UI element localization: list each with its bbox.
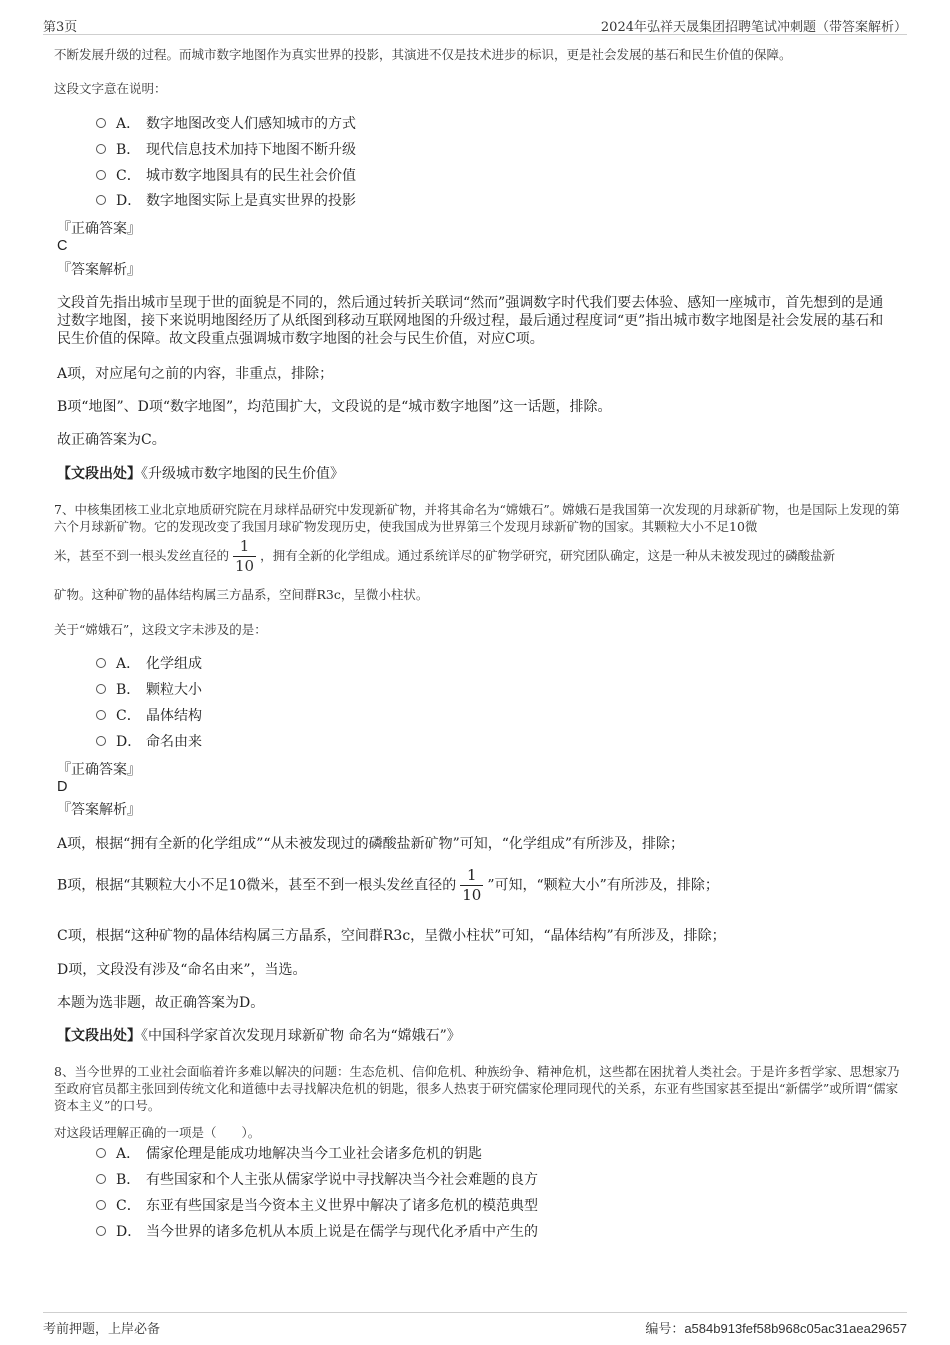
page-header [43,14,907,35]
q6-analysis-2: A项，对应尾句之前的内容，非重点，排除； [57,366,334,382]
q7-answer: D [57,779,68,795]
q8-stem: 8、当今世界的工业社会面临着许多难以解决的问题：生态危机、信仰危机、种族纷争、精神危机，这些都在困扰着人类社会。于是许多哲学家、思想家乃至政府官员都主张回到传统文化和道德中去寻找解决危机的钥匙，很多人热衷于研究儒家伦理同现代的关系，东亚有些国家甚至提出“新儒学”或所谓“儒家资本主义”的口号。 [54,1064,900,1113]
q7-correct-answer-label: 『正确答案』 [57,762,141,778]
radio-icon[interactable] [96,1226,106,1236]
radio-icon[interactable] [96,1174,106,1184]
q8-option-a[interactable]: A． 儒家伦理是能成功地解决当今工业社会诸多危机的钥匙 [96,1145,482,1163]
document-code: 编号：a584b913fef58b968c05ac31aea29657 [645,1321,907,1337]
page-number: 第3页 [43,20,78,35]
document-title: 2024年弘祥天晟集团招聘笔试冲刺题（带答案解析） [600,20,907,35]
radio-icon[interactable] [96,710,106,720]
q7-analysis-c: C项，根据“这种矿物的晶体结构属三方晶系，空间群R3c，呈微小柱状”可知，“晶体结构”有所涉及，排除； [57,928,726,944]
q7-option-d[interactable]: D． 命名由来 [96,733,202,751]
q6-option-d[interactable]: D． 数字地图实际上是真实世界的投影 [96,192,356,210]
q7-analysis-b: B项，根据“其颗粒大小不足10微米，甚至不到一根头发丝直径的 $\frac{1}{10}$ ”可知，“颗粒大小”有所涉及，排除； [57,866,719,904]
q6-source: 【文段出处】《升级城市数字地图的民生价值》 [57,466,344,482]
q7-analysis-d: D项，文段没有涉及“命名由来”，当选。 [57,962,307,978]
radio-icon[interactable] [96,170,106,180]
fraction-one-tenth: $\frac{1}{10}$ [462,866,482,904]
q6-question: 这段文字意在说明： [54,81,167,96]
q7-option-b[interactable]: B． 颗粒大小 [96,681,202,699]
page-footer [43,1312,907,1337]
radio-icon[interactable] [96,144,106,154]
q6-option-c[interactable]: C． 城市数字地图具有的民生社会价值 [96,167,356,185]
radio-icon[interactable] [96,736,106,746]
q8-question: 对这段话理解正确的一项是（ ）。 [54,1125,261,1140]
footer-slogan: 考前押题，上岸必备 [43,1322,161,1337]
q7-option-a[interactable]: A． 化学组成 [96,655,202,673]
q6-option-b[interactable]: B． 现代信息技术加持下地图不断升级 [96,141,356,159]
fraction-one-tenth: $\frac{1}{10}$ [235,537,255,575]
q6-analysis-1: 文段首先指出城市呈现于世的面貌是不同的，然后通过转折关联词“然而”强调数字时代我们要去体验、感知一座城市，首先想到的是通过数字地图，接下来说明地图经历了从纸图到移动互联网地图的升级过程，最后通过程度词“更”指出城市数字地图是社会发展的基石和民生价值的保障。故文段重点强调城市数字地图的社会与民生价值，对应C项。 [57,295,884,347]
q7-stem-3: 矿物。这种矿物的晶体结构属三方晶系，空间群R3c，呈微小柱状。 [54,587,429,602]
q8-option-c[interactable]: C． 东亚有些国家是当今资本主义世界中解决了诸多危机的模范典型 [96,1197,538,1215]
q6-answer: C [57,238,68,254]
q7-option-c[interactable]: C． 晶体结构 [96,707,202,725]
q8-option-b[interactable]: B． 有些国家和个人主张从儒家学说中寻找解决当今社会难题的良方 [96,1171,538,1189]
q6-stem-continuation: 不断发展升级的过程。而城市数字地图作为真实世界的投影，其演进不仅是技术进步的标识，更是社会发展的基石和民生价值的保障。 [54,47,792,62]
q7-stem-2: 米，甚至不到一根头发丝直径的 $\frac{1}{10}$ ，拥有全新的化学组成。通过系统详尽的矿物学研究，研究团队确定，这是一种从未被发现过的磷酸盐新 [54,537,836,575]
q6-correct-answer-label: 『正确答案』 [57,221,141,237]
radio-icon[interactable] [96,1148,106,1158]
radio-icon[interactable] [96,118,106,128]
q7-analysis-a: A项，根据“拥有全新的化学组成”“从未被发现过的磷酸盐新矿物”可知，“化学组成”有所涉及，排除； [57,836,685,852]
q7-stem-1: 7、中核集团核工业北京地质研究院在月球样品研究中发现新矿物，并将其命名为“嫦娥石”。嫦娥石是我国第一次发现的月球新矿物，也是国际上发现的第六个月球新矿物。它的发现改变了我国月球矿物发现历史，使我国成为世界第三个发现月球新矿物的国家。其颗粒大小不足10微 [54,502,900,534]
q7-analysis-label: 『答案解析』 [57,802,141,818]
q6-analysis-label: 『答案解析』 [57,262,141,278]
q7-source: 【文段出处】《中国科学家首次发现月球新矿物 命名为“嫦娥石”》 [57,1028,461,1044]
radio-icon[interactable] [96,658,106,668]
q7-conclusion: 本题为选非题，故正确答案为D。 [57,995,265,1011]
q6-analysis-3: B项“地图”、D项“数字地图”，均范围扩大，文段说的是“城市数字地图”这一话题，排除。 [57,399,612,415]
q7-question: 关于“嫦娥石”，这段文字未涉及的是： [54,622,267,637]
radio-icon[interactable] [96,684,106,694]
q6-option-a[interactable]: A． 数字地图改变人们感知城市的方式 [96,115,356,133]
radio-icon[interactable] [96,1200,106,1210]
q6-analysis-4: 故正确答案为C。 [57,432,166,448]
q8-option-d[interactable]: D． 当今世界的诸多危机从本质上说是在儒学与现代化矛盾中产生的 [96,1223,538,1241]
radio-icon[interactable] [96,195,106,205]
